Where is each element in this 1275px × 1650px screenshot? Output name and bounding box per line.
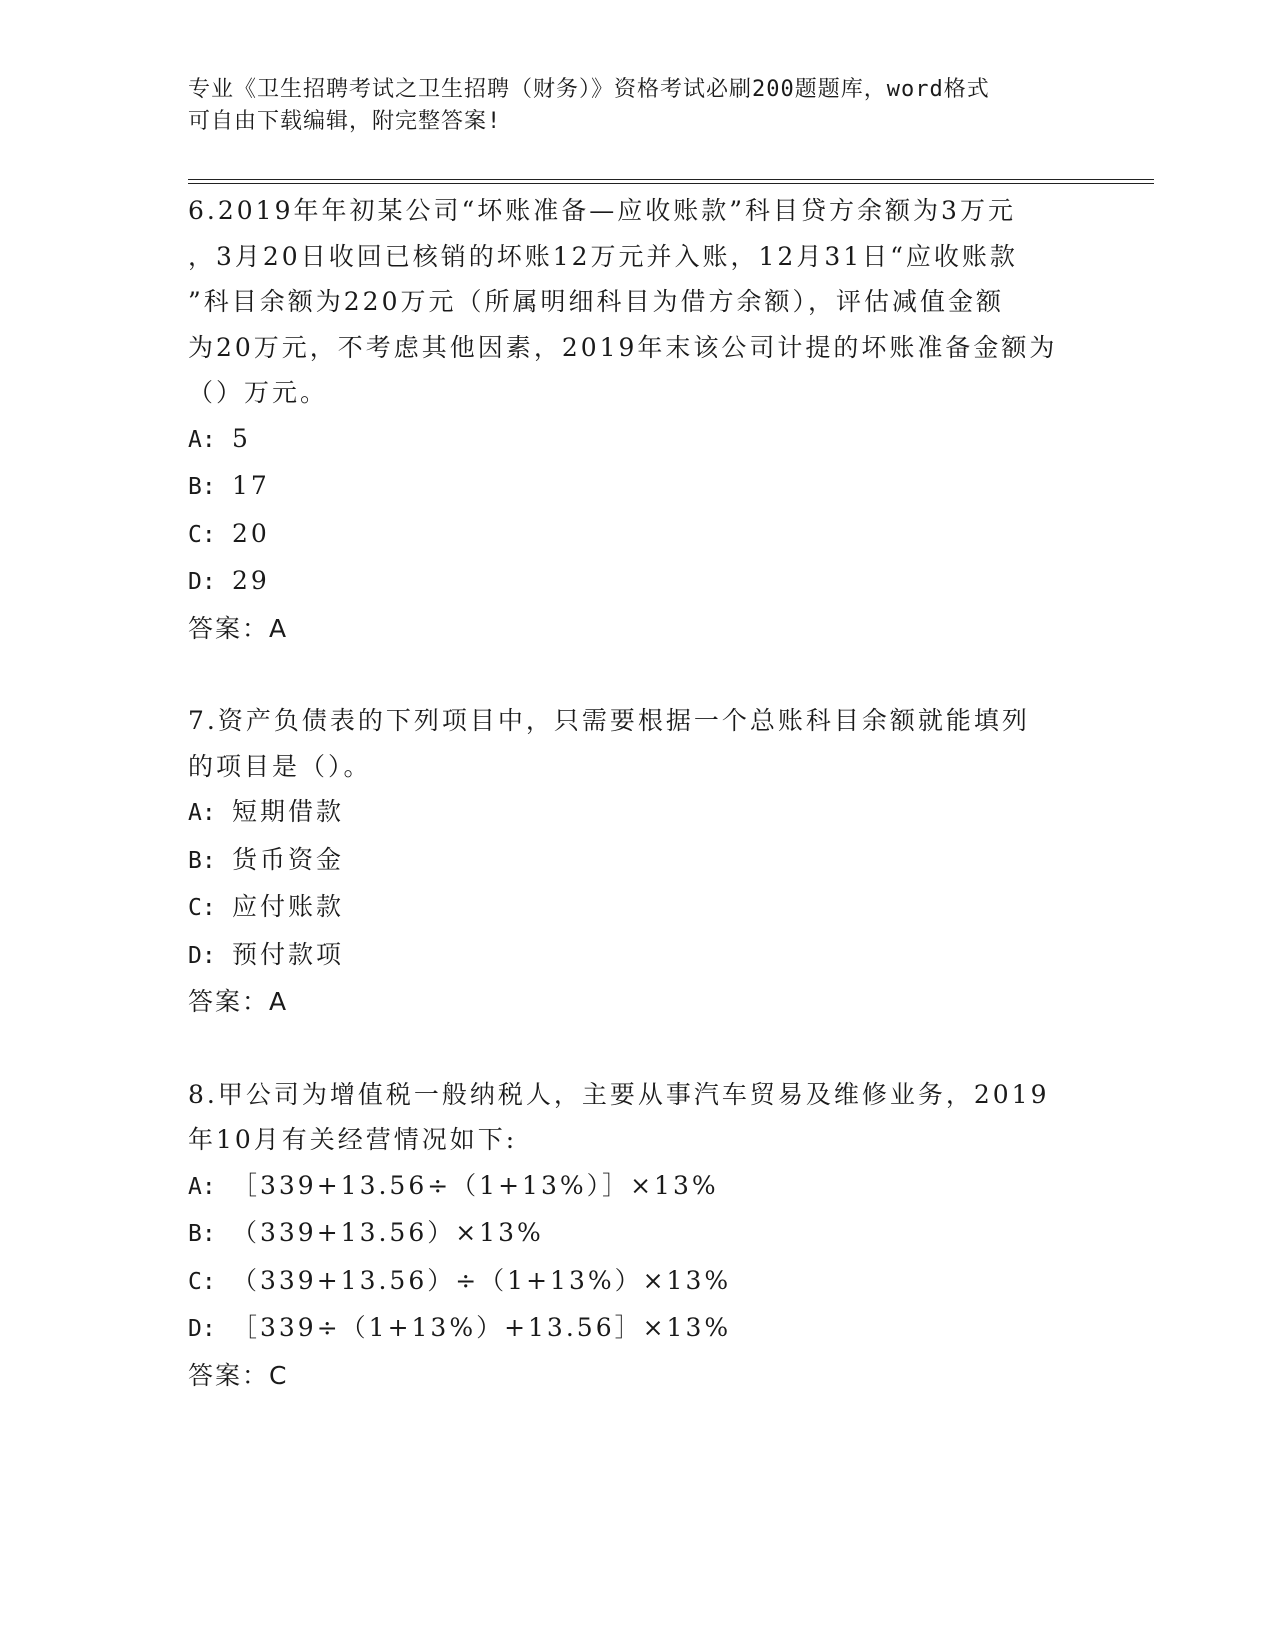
option-c	[188, 884, 1088, 932]
option-letter: B:	[188, 847, 216, 874]
option-text: （339+13.56）÷（1+13%）×13%	[232, 1265, 732, 1295]
stem-line: 为20万元，不考虑其他因素，2019年末该公司计提的坏账准备金额为	[188, 332, 1058, 362]
question-spacer	[188, 1025, 1088, 1072]
header-divider-bottom	[188, 183, 1154, 184]
option-text: （339+13.56）×13%	[232, 1218, 544, 1247]
option-text: 预付款项	[232, 939, 345, 969]
header-line-2: 可自由下载编辑，附完整答案!	[188, 109, 502, 134]
option-c	[188, 1258, 1088, 1306]
option-letter: C:	[188, 895, 216, 921]
answer-line: 答案：A	[188, 987, 289, 1016]
option-text: ［339+13.56÷（1+13%）］×13%	[232, 1170, 719, 1200]
option-d	[188, 558, 1088, 606]
answer-line: 答案：C	[188, 1360, 289, 1390]
option-letter: D:	[188, 1316, 216, 1342]
question-8	[188, 1072, 1088, 1399]
option-letter: A:	[188, 1173, 216, 1200]
option-a	[188, 1163, 1088, 1211]
option-letter: C:	[188, 521, 216, 548]
option-text: 货币资金	[232, 844, 345, 874]
option-d	[188, 932, 1088, 980]
question-7	[188, 698, 1088, 1025]
option-letter: C:	[188, 1268, 216, 1295]
option-text: 5	[232, 423, 251, 453]
option-letter: B:	[188, 1221, 216, 1247]
stem-line: 7.资产负债表的下列项目中，只需要根据一个总账科目余额就能填列	[188, 706, 1030, 735]
question-list	[188, 188, 1088, 1398]
option-c	[188, 511, 1088, 559]
header-line-1: 专业《卫生招聘考试之卫生招聘（财务）》资格考试必刷200题题库，word格式	[188, 77, 990, 102]
option-letter: D:	[188, 569, 216, 595]
stem-line: 6.2019年年初某公司“坏账准备—应收账款”科目贷方余额为3万元	[188, 196, 1016, 225]
option-letter: A:	[188, 800, 216, 826]
option-text: 20	[232, 518, 270, 548]
stem-line: ”科目余额为220万元（所属明细科目为借方余额），评估减值金额	[188, 287, 1005, 316]
option-text: 29	[232, 566, 270, 595]
option-letter: A:	[188, 426, 216, 453]
option-letter: D:	[188, 942, 216, 969]
header-divider-top	[188, 179, 1154, 180]
stem-line: 的项目是（）。	[188, 751, 372, 781]
stem-line: 8.甲公司为增值税一般纳税人，主要从事汽车贸易及维修业务，2019	[188, 1079, 1050, 1109]
option-b	[188, 837, 1088, 885]
document-header	[188, 74, 1068, 138]
stem-line: ，3月20日收回已核销的坏账12万元并入账，12月31日“应收账款	[188, 241, 1018, 271]
option-text: 应付账款	[232, 892, 345, 921]
question-spacer	[188, 651, 1088, 698]
option-letter: B:	[188, 474, 216, 500]
option-text: 短期借款	[232, 797, 345, 826]
option-a	[188, 789, 1088, 837]
question-stem	[188, 698, 1088, 789]
option-b	[188, 463, 1088, 511]
option-a	[188, 416, 1088, 464]
answer-line: 答案：A	[188, 613, 289, 643]
stem-line: 年10月有关经营情况如下:	[188, 1125, 518, 1154]
question-stem	[188, 1072, 1088, 1163]
option-d	[188, 1305, 1088, 1353]
option-b	[188, 1210, 1088, 1258]
question-stem	[188, 188, 1088, 416]
option-text: 17	[232, 471, 270, 500]
option-text: ［339÷（1+13%）+13.56］×13%	[232, 1313, 732, 1342]
stem-line: （）万元。	[188, 378, 329, 407]
question-6	[188, 188, 1088, 651]
